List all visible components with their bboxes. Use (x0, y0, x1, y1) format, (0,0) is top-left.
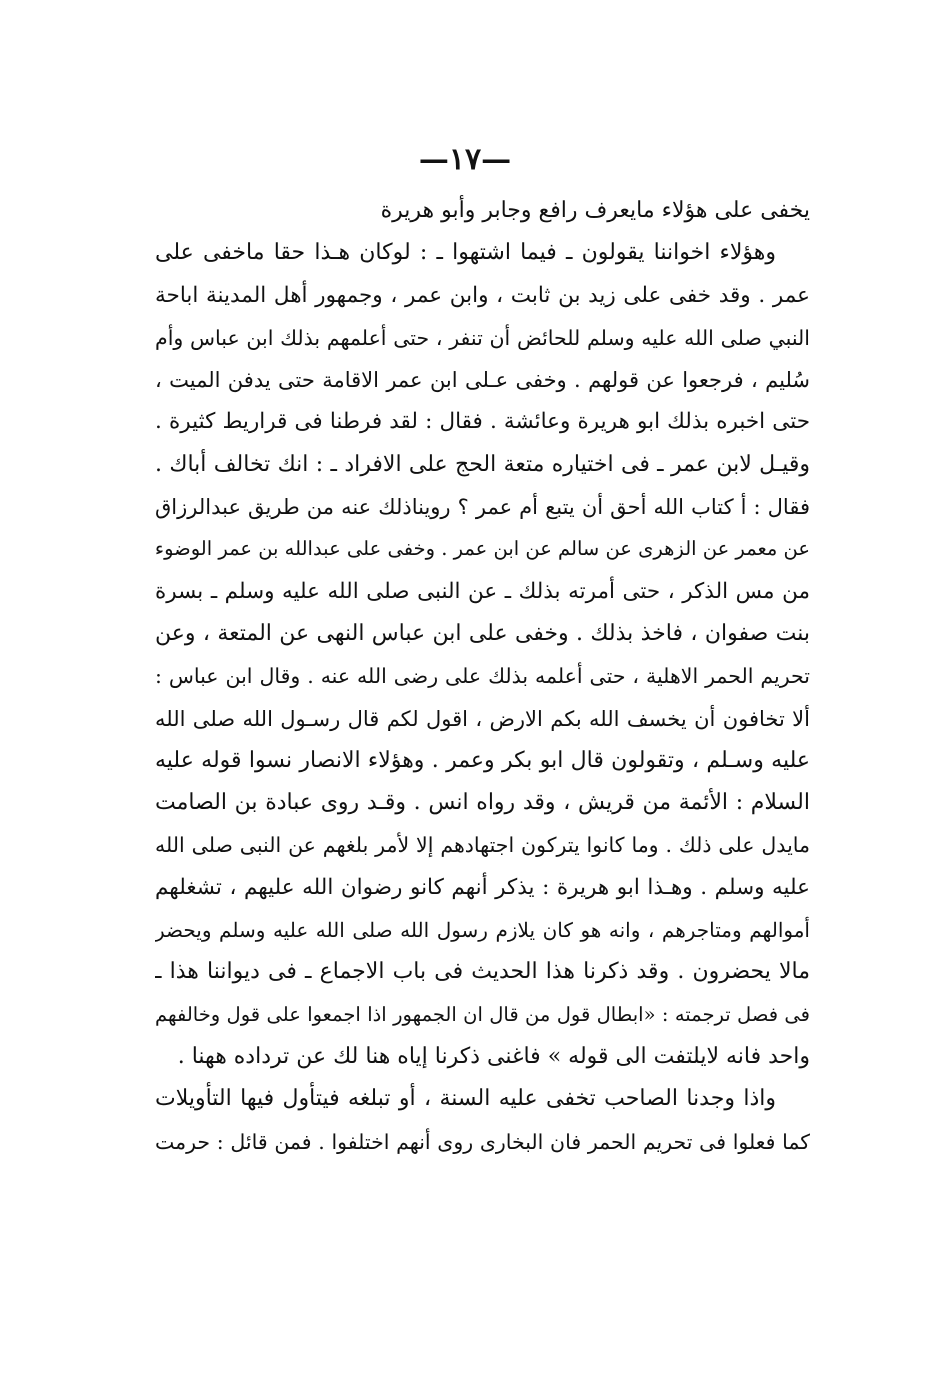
text-line: حتى اخبره بذلك ابو هريرة وعائشة . فقال : لقد فرطنا فى قراريط كثيرة . (155, 409, 810, 435)
text-line: مالا يحضرون . وقد ذكرنا هذا الحديث فى باب الاجماع ـ فى ديواننا هذا ـ (155, 959, 810, 985)
text-line: عمر . وقد خفى على زيد بن ثابت ، وابن عمر ، وجمهور أهل المدينة اباحة (155, 282, 810, 308)
text-line: أموالهم ومتاجرهم ، وانه هو كان يلازم رسول الله صلى الله عليه وسلم ويحضر (155, 918, 810, 943)
text-line: عليه وسـلم ، وتقولون قال ابو بكر وعمر . وهؤلاء الانصار نسوا قوله عليه (155, 747, 810, 773)
text-line: وقيـل لابن عمر ـ فى اختياره متعة الحج على الافراد ـ : انك تخالف أباك . (155, 451, 810, 477)
text-line: يخفى على هؤلاء مايعرف رافع وجابر وأبو هريرة (380, 198, 810, 223)
text-line: كما فعلوا فى تحريم الحمر فان البخارى روى أنهم اختلفوا . فمن قائل : حرمت (155, 1129, 810, 1154)
text-line: فقال : أ كتاب الله أحق أن يتبع أم عمر ؟ رويناذلك عنه من طريق عبدالرزاق (155, 495, 810, 520)
page-number: —١٧— (418, 142, 512, 177)
text-line: عن معمر عن الزهرى عن سالم عن ابن عمر . وخفى على عبدالله بن عمر الوضوء (155, 537, 810, 561)
text-line: فى فصل ترجمته : «ابطال قول من قال ان الجمهور اذا اجمعوا على قول وخالفهم (155, 1002, 810, 1026)
text-line: بنت صفوان ، فاخذ بذلك . وخفى على ابن عباس النهى عن المتعة ، وعن (155, 620, 810, 646)
text-line: واذا وجدنا الصاحب تخفى عليه السنة ، أو تبلغه فيتأول فيها التأويلات (155, 1086, 776, 1112)
text-body (155, 190, 810, 1163)
text-line: وهؤلاء اخواننا يقولون ـ فيما اشتهوا ـ : لوكان هـذا حقا ماخفى على (155, 240, 776, 266)
text-line: تحريم الحمر الاهلية ، حتى أعلمه بذلك على رضى الله عنه . وقال ابن عباس : (155, 664, 810, 689)
text-line: النبي صلى الله عليه وسلم للحائض أن تنفر ، حتى أعلمهم بذلك ابن عباس وأم (155, 325, 810, 350)
text-line: سُليم ، فرجعوا عن قولهم . وخفى عـلى ابن عمر الاقامة حتى يدفن الميت ، (155, 368, 810, 393)
text-line: من مس الذكر ، حتى أمرته بذلك ـ عن النبى صلى الله عليه وسلم ـ بسرة (155, 578, 810, 604)
text-line: ألا تخافون أن يخسف الله بكم الارض ، اقول لكم قال رسـول الله صلى الله (155, 706, 810, 731)
text-line: واحد فانه لايلتفت الى قوله » فاغنى ذكرنا إياه هنا لك عن ترداده ههنا . (177, 1043, 810, 1069)
text-line: عليه وسلم . وهـذا ابو هريرة : يذكر أنهم كانو رضوان الله عليهم ، تشغلهم (155, 874, 810, 900)
text-line: السلام : الأئمة من قريش ، وقد رواه انس . وقـد روى عبادة بن الصامت (155, 790, 810, 816)
text-line: مايدل على ذلك . وما كانوا يتركون اجتهادهم إلا لأمر بلغهم عن النبى صلى الله (155, 833, 810, 858)
